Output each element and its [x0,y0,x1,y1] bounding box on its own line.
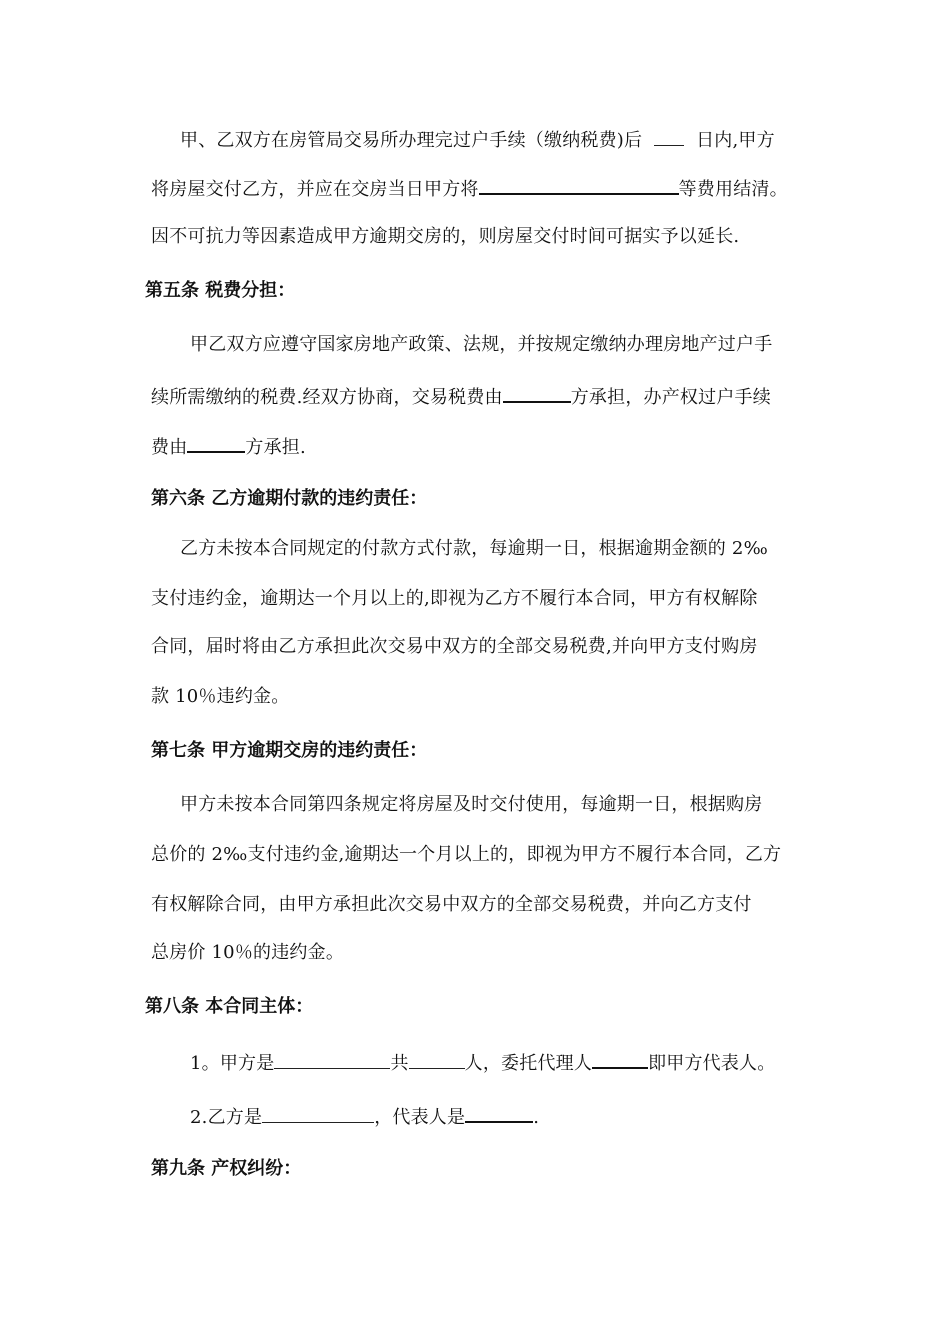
fill-blank [409,1050,465,1069]
fill-blank [654,127,684,146]
text-span: 方承担，办产权过户手续 [570,387,771,408]
paragraph-line: 总房价 10％的违约金。 [151,942,345,963]
fill-blank [479,175,679,195]
text-span: 方承担. [245,437,306,458]
paragraph-line [151,433,306,460]
section-heading: 第五条 税费分担： [145,280,296,301]
paragraph-line [151,175,788,202]
paragraph-line: 因不可抗力等因素造成甲方逾期交房的，则房屋交付时间可据实予以延长. [151,226,740,247]
section-heading: 第八条 本合同主体： [145,996,314,1017]
text-span: 共 [390,1053,409,1074]
text-span: 续所需缴纳的税费.经双方协商，交易税费由 [151,387,503,408]
paragraph-line: 甲方未按本合同第四条规定将房屋及时交付使用，每逾期一日，根据购房 [180,794,763,815]
text-span: ，代表人是 [374,1107,466,1128]
paragraph-line: 乙方未按本合同规定的付款方式付款，每逾期一日，根据逾期金额的 2‰ [180,538,768,559]
text-span: . [533,1107,540,1128]
fill-blank [592,1049,648,1069]
text-span: 费由 [151,437,188,458]
fill-blank [465,1103,533,1123]
paragraph-line: 甲乙双方应遵守国家房地产政策、法规，并按规定缴纳办理房地产过户手 [190,334,773,355]
paragraph-line [190,1049,775,1076]
paragraph-line: 总价的 2‰支付违约金,逾期达一个月以上的，即视为甲方不履行本合同，乙方 [151,844,782,865]
text-span: 2.乙方是 [190,1107,263,1128]
section-heading: 第七条 甲方逾期交房的违约责任： [151,740,428,761]
text-span: 人，委托代理人 [464,1053,593,1074]
text-span: 将房屋交付乙方，并应在交房当日甲方将 [151,179,479,200]
paragraph-line [151,383,771,410]
text-span: 甲、乙双方在房管局交易所办理完过户手续（缴纳税费)后 [180,130,643,151]
section-heading: 第九条 产权纠纷： [151,1158,302,1179]
paragraph-line [190,1103,539,1130]
fill-blank [503,383,571,403]
paragraph-line: 有权解除合同，由甲方承担此次交易中双方的全部交易税费，并向乙方支付 [151,894,752,915]
fill-blank [187,433,245,453]
fill-blank [262,1104,374,1123]
text-span: 等费用结清。 [678,179,788,200]
paragraph-line: 支付违约金，逾期达一个月以上的,即视为乙方不履行本合同，甲方有权解除 [151,588,758,609]
paragraph-line: 合同，届时将由乙方承担此次交易中双方的全部交易税费,并向甲方支付购房 [151,636,758,657]
fill-blank [274,1050,390,1069]
text-span: 即甲方代表人。 [648,1053,776,1074]
paragraph-line [180,127,775,153]
section-heading: 第六条 乙方逾期付款的违约责任： [151,488,428,509]
paragraph-line: 款 10％违约金。 [151,686,290,707]
text-span: 1。甲方是 [190,1053,275,1074]
text-span: 日内,甲方 [696,130,775,151]
